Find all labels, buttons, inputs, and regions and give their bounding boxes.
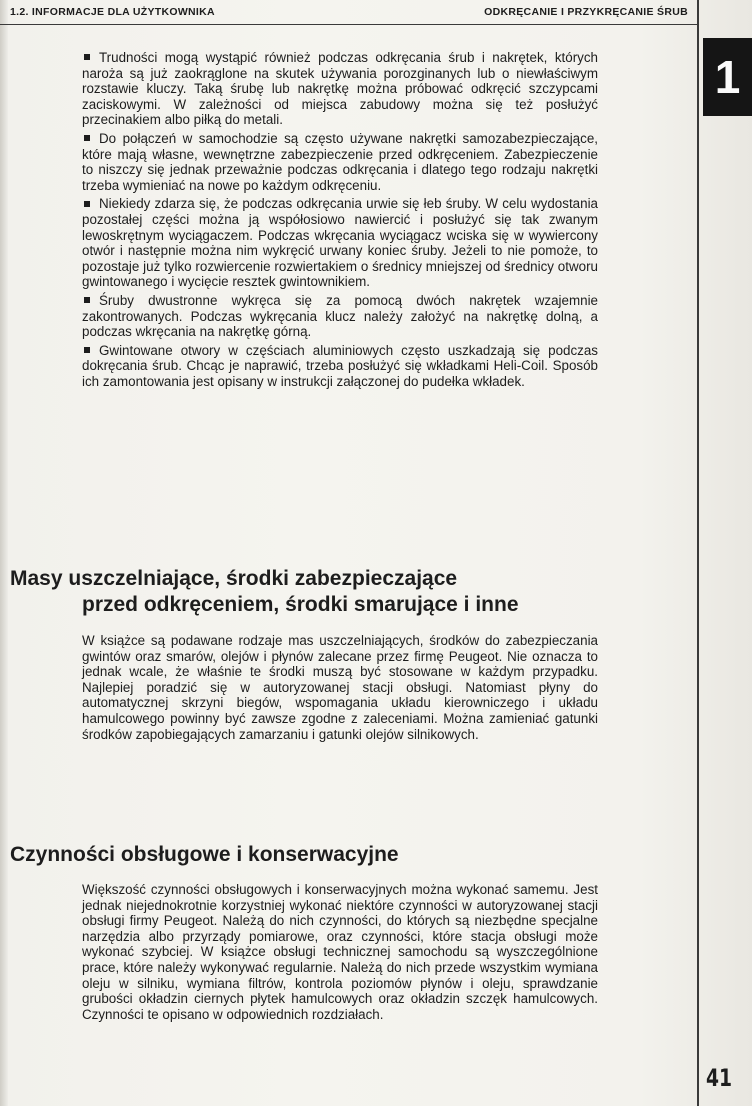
square-bullet-icon <box>84 347 90 353</box>
square-bullet-icon <box>84 54 90 60</box>
header-rule <box>0 24 698 25</box>
page-number: 41 <box>706 1064 733 1092</box>
bullet-paragraph: Gwintowane otwory w częściach aluminiowych często uszkadzają się podczas dokręcania śrub. Chcąc je naprawić, trzeba posłużyć się wkładkami Heli-Coil. Sposób ich zamontowania jest opisany w instrukcji załączonej do pudełka wkładek. <box>82 342 598 389</box>
running-header-section: 1.2. INFORMACJE DLA UŻYTKOWNIKA <box>10 6 215 18</box>
square-bullet-icon <box>84 135 90 141</box>
section-paragraph-sealants: W książce są podawane rodzaje mas uszczelniających, środków do zabezpieczania gwintów oraz smarów, olejów i płynów zalecane przez firmę Peugeot. Nie oznacza to jednak wcale, że właśnie te środki muszą być stosowane w każdym przypadku. Najlepiej poradzić się w autoryzowanej stacji obsługi. Natomiast płyny do automatycznej skrzyni biegów, wspomagania układu kierowniczego i układu hamulcowego powinny być zawsze zgodne z zaleceniami. Można zamieniać gatunki środków zapobiegających zamarzaniu i gatunki olejów silnikowych. <box>82 633 598 742</box>
section-heading-line2: przed odkręceniem, środki smarujące i inne <box>82 593 519 616</box>
bullet-list <box>82 50 598 392</box>
running-header-topic: ODKRĘCANIE I PRZYKRĘCANIE ŚRUB <box>484 6 688 18</box>
bullet-paragraph: Trudności mogą wystąpić również podczas odkręcania śrub i nakrętek, których naroża są już zaokrąglone na skutek używania porozginanych lub o niewłaściwym rozstawie kluczy. Taką śrubę lub nakrętkę można próbować odkręcić szczypcami zaciskowymi. W zależności od miejsca zabudowy można się też posłużyć przecinakiem albo piłką do metali. <box>82 50 598 128</box>
section-heading-line1: Masy uszczelniające, środki zabezpieczające <box>10 567 458 590</box>
right-margin-rule <box>697 0 699 1106</box>
bullet-paragraph: Niekiedy zdarza się, że podczas odkręcania urwie się łeb śruby. W celu wydostania pozostałej części można ją współosiowo nawiercić i posłużyć się tak zwanym lewoskrętnym wyciągaczem. Podczas wkręcania wyciągacz wciska się w wywiercony otwór i następnie można nim wykręcić urwany koniec śruby. Jeżeli to nie pomoże, to pozostaje już tylko rozwiercenie rozwiertakiem o średnicy mniejszej od średnicy otworu gwintowanego i wycięcie resztek gwintownikiem. <box>82 196 598 290</box>
chapter-tab: 1 <box>703 38 752 116</box>
bullet-paragraph: Do połączeń w samochodzie są często używane nakrętki samozabezpieczające, które mają własne, wewnętrzne zabezpieczenie przed odkręceniem. Zabezpieczenie to niszczy się jednak przeważnie podczas odkręcania i dlatego tego rodzaju nakrętki trzeba wymieniać na nowe po każdym odkręceniu. <box>82 130 598 193</box>
section-heading-maintenance: Czynności obsługowe i konserwacyjne <box>10 843 399 866</box>
square-bullet-icon <box>84 201 90 207</box>
page-spine-shadow <box>0 0 8 1106</box>
square-bullet-icon <box>84 297 90 303</box>
section-paragraph-maintenance: Większość czynności obsługowych i konserwacyjnych można wykonać samemu. Jest jednak niejednokrotnie korzystniej wykonać niektóre czynności w autoryzowanej stacji obsługi firmy Peugeot. Należą do nich czynności, do których są niezbędne specjalne narzędzia albo przyrządy pomiarowe, oraz czynności, które stacja obsługi może wykonać szybciej. W książce obsługi technicznej samochodu są wyszczególnione prace, które należy wykonywać regularnie. Należą do nich przede wszystkim wymiana oleju w silniku, wymiana filtrów, kontrola poziomów płynów i oleju, sprawdzanie grubości okładzin ciernych płytek hamulcowych oraz okładzin szczęk hamulcowych. Czynności te opisano w odpowiednich rozdziałach. <box>82 882 598 1022</box>
bullet-paragraph: Śruby dwustronne wykręca się za pomocą dwóch nakrętek wzajemnie zakontrowanych. Podczas wykręcania klucz należy założyć na nakrętkę dolną, a podczas wkręcania na nakrętkę górną. <box>82 292 598 340</box>
